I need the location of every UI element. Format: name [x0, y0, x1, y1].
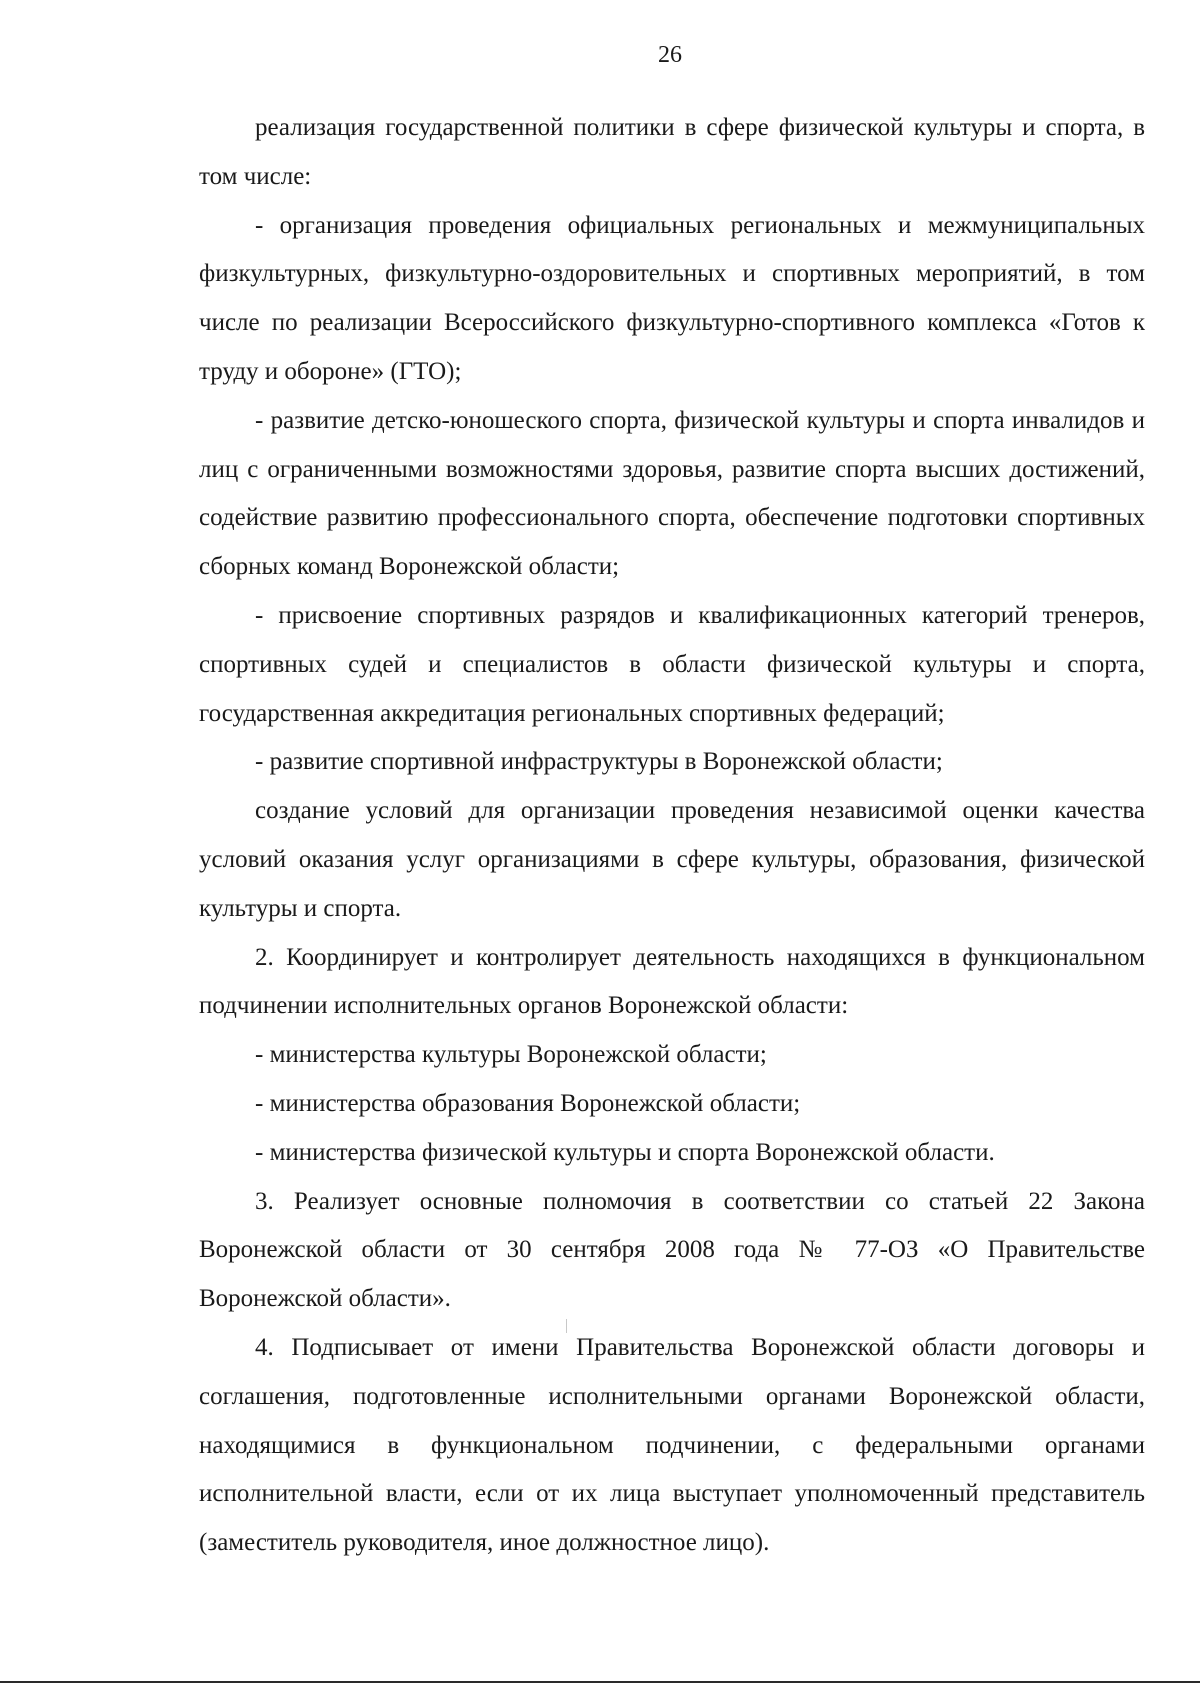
paragraph-sports-policy: реализация государственной политики в сфере физической культуры и спорта, в том числе:: [199, 114, 1145, 190]
page-bottom-edge: [0, 1681, 1200, 1683]
page-number: 26: [658, 42, 682, 68]
document-body: [199, 104, 1145, 1568]
paragraph-independent-evaluation: создание условий для организации проведения независимой оценки качества условий оказания услуг организациями в сфере культуры, образования, физической культуры и спорта.: [199, 797, 1145, 922]
list-item-ministry-sport: - министерства физической культуры и спорта Воронежской области.: [255, 1138, 995, 1166]
list-item-official-events: - организация проведения официальных региональных и межмуниципальных физкультурных, физкультурно-оздоровительных и спортивных мероприятий, в том числе по реализации Всероссийского физкультурно-спортивного комплекса «Готов к труду и обороне» (ГТО);: [199, 211, 1145, 385]
list-item-infrastructure: - развитие спортивной инфраструктуры в Воронежской области;: [255, 748, 943, 776]
paragraph-coordination: 2. Координирует и контролирует деятельность находящихся в функциональном подчинении исполнительных органов Воронежской области:: [199, 943, 1145, 1020]
paragraph-powers: 3. Реализует основные полномочия в соответствии со статьей 22 Закона Воронежской области от 30 сентября 2008 года № 77-ОЗ «О Правительстве Воронежской области».: [199, 1187, 1145, 1313]
scan-artifact-mark: [566, 1319, 567, 1333]
list-item-ministry-education: - министерства образования Воронежской области;: [255, 1089, 801, 1117]
paragraph-signing: 4. Подписывает от имени Правительства Воронежской области договоры и соглашения, подготовленные исполнительными органами Воронежской области, находящимися в функциональном подчинении, с федеральными органами исполнительной власти, если от их лица выступает уполномоченный представитель (заместитель руководителя, иное должностное лицо).: [199, 1333, 1145, 1557]
list-item-sport-ranks: - присвоение спортивных разрядов и квалификационных категорий тренеров, спортивных судей и специалистов в области физической культуры и спорта, государственная аккредитация региональных спортивных федераций;: [199, 601, 1145, 727]
list-item-youth-sports: - развитие детско-юношеского спорта, физической культуры и спорта инвалидов и лиц с ограниченными возможностями здоровья, развитие спорта высших достижений, содействие развитию профессионального спорта, обеспечение подготовки спортивных сборных команд Воронежской области;: [199, 406, 1145, 581]
list-item-ministry-culture: - министерства культуры Воронежской области;: [255, 1041, 767, 1069]
